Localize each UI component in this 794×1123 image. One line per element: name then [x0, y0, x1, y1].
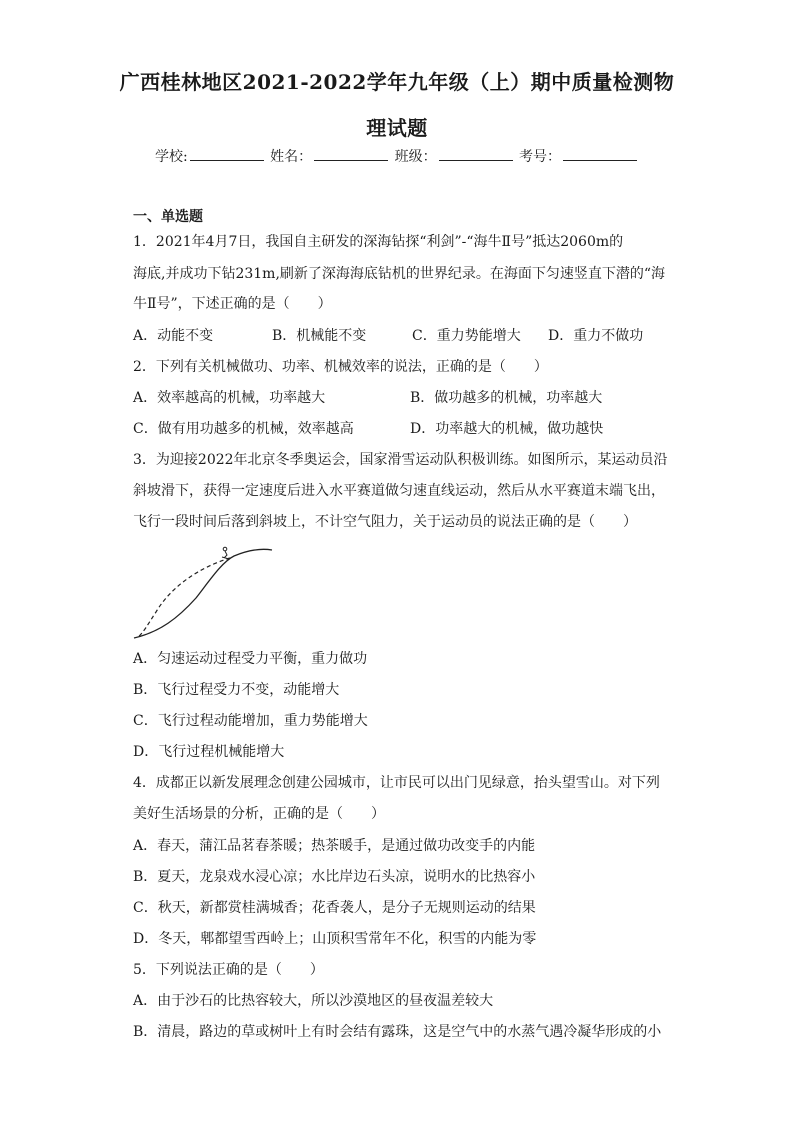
- flight-path-dashed: [138, 558, 230, 637]
- q5-line1: 5．下列说法正确的是（ ）: [133, 962, 324, 978]
- q1-option-d[interactable]: D．重力不做功: [548, 328, 644, 344]
- name-blank[interactable]: [314, 148, 388, 161]
- q5-option-a[interactable]: A．由于沙石的比热容较大，所以沙漠地区的昼夜温差较大: [133, 993, 494, 1009]
- q4-line2: 美好生活场景的分析，正确的是（ ）: [133, 806, 385, 822]
- q3-option-d[interactable]: D．飞行过程机械能增大: [133, 744, 285, 760]
- q3-option-b[interactable]: B．飞行过程受力不变，动能增大: [133, 682, 340, 698]
- q2-option-b[interactable]: B．做功越多的机械，功率越大: [410, 390, 603, 406]
- q1-option-a[interactable]: A．动能不变: [133, 328, 214, 344]
- q2-option-a[interactable]: A．效率越高的机械，功率越大: [133, 390, 326, 406]
- q1-line3: 牛Ⅱ号”，下述正确的是（ ）: [133, 296, 332, 312]
- q3-line1: 3．为迎接2022年北京冬季奥运会，国家滑雪运动队积极训练。如图所示，某运动员沿: [133, 452, 668, 468]
- slope-curve: [134, 549, 272, 638]
- name-label: 姓名：: [270, 149, 313, 165]
- q2-option-d[interactable]: D．功率越大的机械，做功越快: [410, 421, 604, 437]
- class-label: 班级：: [394, 149, 437, 165]
- q5-option-b[interactable]: B．清晨，路边的草或树叶上有时会结有露珠，这是空气中的水蒸气遇冷凝华形成的小: [133, 1024, 662, 1040]
- q2-option-c[interactable]: C．做有用功越多的机械，效率越高: [133, 421, 354, 437]
- q4-line1: 4．成都正以新发展理念创建公园城市，让市民可以出门见绿意，抬头望雪山。对下列: [133, 775, 660, 791]
- section-title: 一、单选题: [133, 209, 203, 225]
- q4-option-a[interactable]: A．春天，蒲江品茗春茶暖；热茶暖手，是通过做功改变手的内能: [133, 838, 536, 854]
- q1-line1: 1．2021年4月7日，我国自主研发的深海钻探“利剑”-“海牛Ⅱ号”抵达2060m的: [133, 234, 624, 250]
- q1-option-b[interactable]: B．机械能不变: [272, 328, 367, 344]
- exam-title-line2: 理试题: [366, 116, 428, 140]
- exam-title-line1: 广西桂林地区2021-2022学年九年级（上）期中质量检测物: [119, 70, 675, 94]
- q3-option-a[interactable]: A．匀速运动过程受力平衡，重力做功: [133, 651, 368, 667]
- q2-line1: 2．下列有关机械做功、功率、机械效率的说法，正确的是（ ）: [133, 359, 548, 375]
- school-blank[interactable]: [190, 148, 264, 161]
- exam-no-blank[interactable]: [563, 148, 637, 161]
- q4-option-b[interactable]: B．夏天，龙泉戏水浸心凉；水比岸边石头凉，说明水的比热容小: [133, 869, 536, 885]
- student-info-row: [0, 146, 794, 166]
- class-blank[interactable]: [439, 148, 513, 161]
- q4-option-d[interactable]: D．冬天，郫都望雪西岭上；山顶积雪常年不化，积雪的内能为零: [133, 931, 537, 947]
- q1-option-c[interactable]: C．重力势能增大: [412, 328, 521, 344]
- school-label: 学校:: [154, 149, 188, 165]
- skier-icon: [222, 547, 229, 559]
- q1-line2: 海底,并成功下钻231m,刷新了深海海底钻机的世界纪录。在海面下匀速竖直下潜的“海: [133, 266, 666, 282]
- exam-no-label: 考号：: [519, 149, 562, 165]
- ski-slope-figure: [130, 540, 290, 645]
- q3-line2: 斜坡滑下，获得一定速度后进入水平赛道做匀速直线运动，然后从水平赛道末端飞出，: [133, 483, 665, 499]
- q3-line3: 飞行一段时间后落到斜坡上，不计空气阻力，关于运动员的说法正确的是（ ）: [133, 514, 637, 530]
- q3-option-c[interactable]: C．飞行过程动能增加，重力势能增大: [133, 713, 368, 729]
- q4-option-c[interactable]: C．秋天，新都赏桂满城香；花香袭人，是分子无规则运动的结果: [133, 900, 536, 916]
